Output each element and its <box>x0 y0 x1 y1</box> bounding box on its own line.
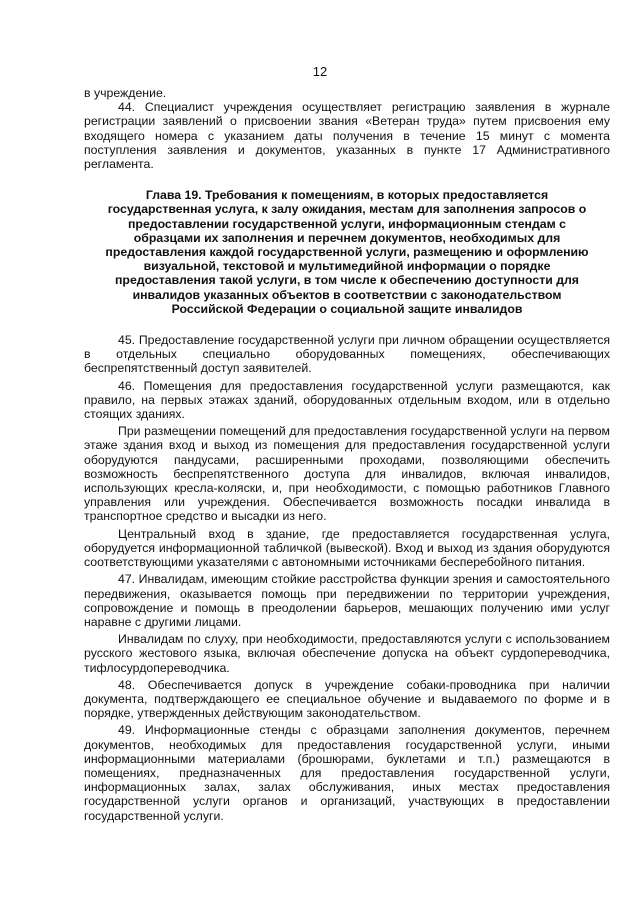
paragraph-continuation: в учреждение. <box>84 86 167 100</box>
paragraph-47: 47. Инвалидам, имеющим стойкие расстройства функции зрения и самостоятельного передвижения, оказывается помощь при передвижении по территории учреждения, сопровождение и помощь в преодолении барьеров, мешающих получению ими услуг наравне с другими лицами. <box>84 572 610 629</box>
document-body <box>84 86 610 823</box>
paragraph-44: 44. Специалист учреждения осуществляет регистрацию заявления в журнале регистрации заявлений о присвоении звания «Ветеран труда» путем присвоения ему входящего номера с указанием даты получения в течение 15 минут с момента поступления заявления и документов, указанных в пункте 17 Административного регламента. <box>84 100 610 172</box>
page-number: 12 <box>312 64 328 79</box>
paragraph-46: 46. Помещения для предоставления государственной услуги размещаются, как правило, на первых этажах зданий, оборудованных отдельным входом, или в отдельно стоящих зданиях. <box>84 378 610 422</box>
paragraph-46-accessibility: При размещении помещений для предоставления государственной услуги на первом этаже здания вход и выход из помещения для предоставления государственной услуги оборудуются пандусами, расширенными проходами, позволяющими обеспечить возможность беспрепятственного доступа для инвалидов, включая инвалидов, использующих кресла-коляски, и, при необходимости, с помощью работников Главного управления или учреждения. Обеспечивается возможность посадки инвалида в транспортное средство и высадки из него. <box>84 424 610 524</box>
paragraph-47-hearing: Инвалидам по слуху, при необходимости, предоставляются услуги с использованием русского жестового языка, включая обеспечение допуска на объект сурдопереводчика, тифлосурдопереводчика. <box>84 632 610 675</box>
paragraph-46-entrance: Центральный вход в здание, где предоставляется государственная услуга, оборудуется информационной табличкой (вывеской). Вход и выход из здания оборудуются соответствующими указателями с автономными источниками бесперебойного питания. <box>84 526 610 570</box>
chapter-title: Глава 19. Требования к помещениям, в которых предоставляется государственная услуга, к залу ожидания, местам для заполнения запросов о предоставлении государственной услуги, информационным стендам с образцами их заполнения и перечнем документов, необходимых для предоставления каждой государственной услуги, размещению и оформлению визуальной, текстовой и мультимедийной информации о порядке предоставления такой услуги, в том числе к обеспечению доступности для инвалидов указанных объектов в соответствии с законодательством Российской Федерации о социальной защите инвалидов <box>105 188 589 316</box>
paragraph-48: 48. Обеспечивается допуск в учреждение собаки-проводника при наличии документа, подтверждающего ее специальное обучение и выдаваемого по форме и в порядке, утвержденных действующим законодательством. <box>84 677 610 721</box>
paragraph-45: 45. Предоставление государственной услуги при личном обращении осуществляется в отдельных специально оборудованных помещениях, обеспечивающих беспрепятственный доступ заявителей. <box>84 333 610 376</box>
paragraph-49: 49. Информационные стенды с образцами заполнения документов, перечнем документов, необходимых для предоставления государственной услуги, иными информационными материалами (брошюрами, буклетами и т.п.) размещаются в помещениях, предназначенных для предоставления государственной услуги, информационных залах, залах обслуживания, иных местах предоставления государственной услуги органов и организаций, участвующих в предоставлении государственной услуги. <box>84 723 610 823</box>
